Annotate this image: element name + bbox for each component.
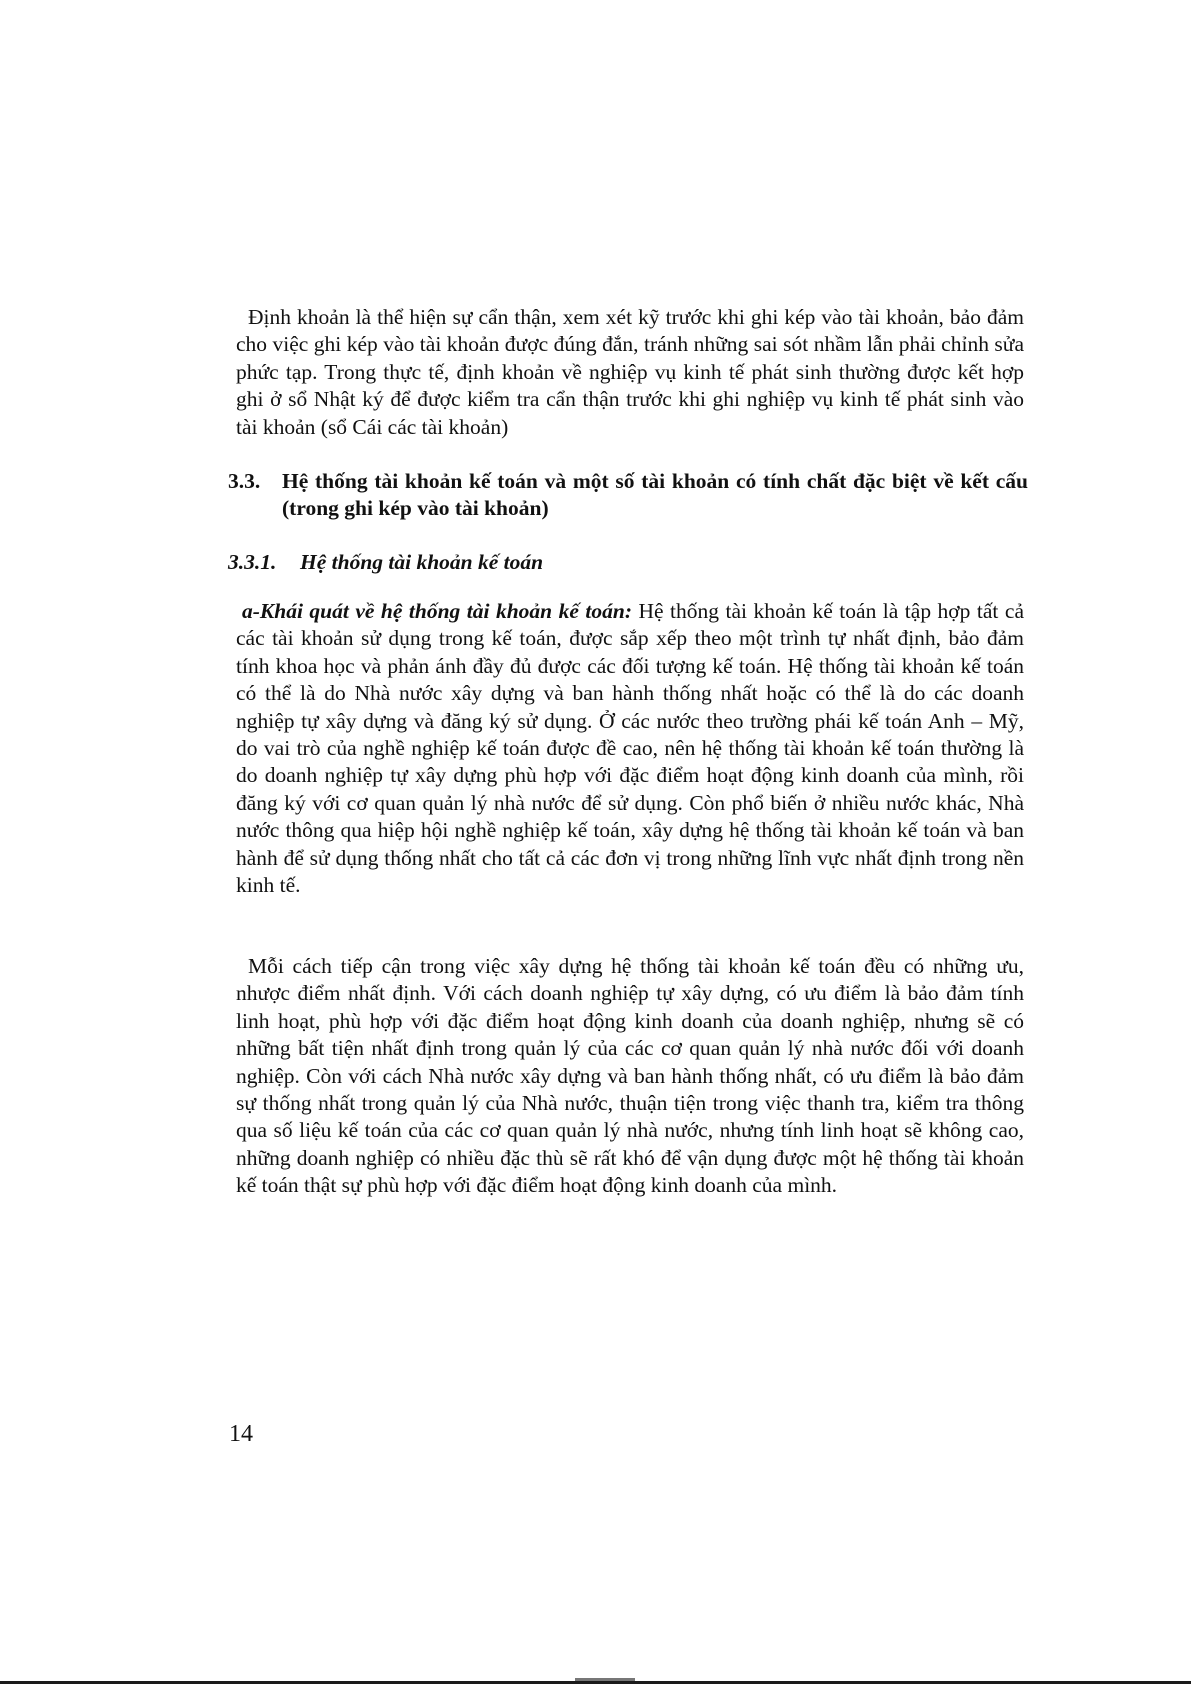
paragraph-lead-term: a-Khái quát về hệ thống tài khoản kế toán: <box>242 599 632 623</box>
section-title: Hệ thống tài khoản kế toán và một số tài khoản có tính chất đặc biệt về kết cấu (trong ghi kép vào tài khoản) <box>282 469 1028 520</box>
paragraph-tiep-can: Mỗi cách tiếp cận trong việc xây dựng hệ thống tài khoản kế toán đều có những ưu, nhược điểm nhất định. Với cách doanh nghiệp tự xây dựng, có ưu điểm là bảo đảm tính linh hoạt, phù hợp với đặc điểm hoạt động kinh doanh của doanh nghiệp, nhưng sẽ có những bất tiện nhất định trong quản lý của các cơ quan quản lý nhà nước đối với doanh nghiệp. Còn với cách Nhà nước xây dựng và ban hành thống nhất, có ưu điểm là bảo đảm sự thống nhất trong quản lý của Nhà nước, thuận tiện trong việc thanh tra, kiểm tra thông qua số liệu kế toán của các cơ quan quản lý nhà nước, nhưng tính linh hoạt sẽ không cao, những doanh nghiệp có nhiều đặc thù sẽ rất khó để vận dụng được một hệ thống tài khoản kế toán thật sự phù hợp với đặc điểm hoạt động kinh doanh của mình. <box>236 954 1024 1198</box>
section-number: 3.3. <box>228 469 261 493</box>
subsection-heading <box>228 549 543 576</box>
section-heading <box>228 468 1028 522</box>
subsection-number: 3.3.1. <box>228 550 277 574</box>
bottom-edge-mark <box>575 1678 635 1681</box>
bottom-edge-line <box>0 1681 1191 1684</box>
paragraph-khai-quat <box>236 598 1024 899</box>
paragraph-dinh-khoan: Định khoản là thể hiện sự cẩn thận, xem xét kỹ trước khi ghi kép vào tài khoản, bảo đảm cho việc ghi kép vào tài khoản được đúng đắn, tránh những sai sót nhầm lẫn phải chỉnh sửa phức tạp. Trong thực tế, định khoản về nghiệp vụ kinh tế phát sinh thường được kết hợp ghi ở sổ Nhật ký để được kiểm tra cẩn thận trước khi ghi nghiệp vụ kinh tế phát sinh vào tài khoản (sổ Cái các tài khoản) <box>236 305 1024 439</box>
page-number: 14 <box>229 1421 253 1447</box>
subsection-title: Hệ thống tài khoản kế toán <box>300 550 544 574</box>
paragraph-khai-quat-body: Hệ thống tài khoản kế toán là tập hợp tất cả các tài khoản sử dụng trong kế toán, được sắp xếp theo một trình tự nhất định, bảo đảm tính khoa học và phản ánh đầy đủ được các đối tượng kế toán. Hệ thống tài khoản kế toán có thể là do Nhà nước xây dựng và ban hành thống nhất hoặc có thể là do các doanh nghiệp tự xây dựng và đăng ký sử dụng. Ở các nước theo trường phái kế toán Anh – Mỹ, do vai trò của nghề nghiệp kế toán được đề cao, nên hệ thống tài khoản kế toán thường là do doanh nghiệp tự xây dựng phù hợp với đặc điểm hoạt động kinh doanh của mình, rồi đăng ký với cơ quan quản lý nhà nước để sử dụng. Còn phổ biến ở nhiều nước khác, Nhà nước thông qua hiệp hội nghề nghiệp kế toán, xây dựng hệ thống tài khoản kế toán và ban hành để sử dụng thống nhất cho tất cả các đơn vị trong những lĩnh vực nhất định trong nền kinh tế. <box>236 599 1024 898</box>
